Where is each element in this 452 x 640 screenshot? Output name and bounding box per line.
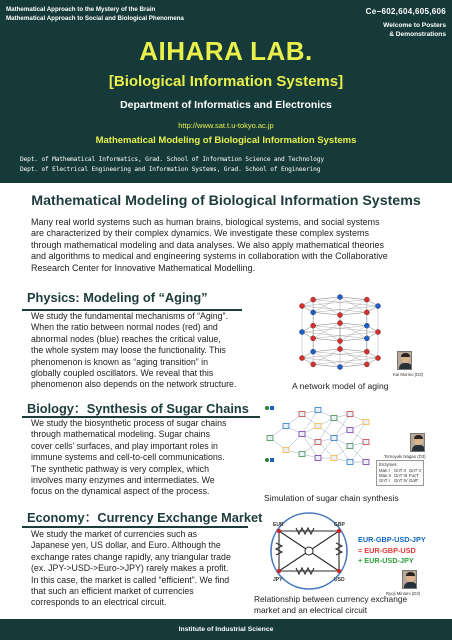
normal-node xyxy=(364,349,369,354)
aging-network-figure xyxy=(290,292,390,376)
enzyme-legend-item: GnT III xyxy=(394,473,408,478)
currency-label: JPY xyxy=(273,577,283,583)
biology-line: We study the biosynthetic process of sugar chains xyxy=(31,418,227,428)
affiliation-line: Dept. of Electrical Engineering and Information Systems, Grad. School of Engineering xyxy=(20,165,321,173)
poster-header xyxy=(0,0,452,183)
glycan-node xyxy=(315,424,321,429)
glycan-node xyxy=(363,440,369,445)
abnormal-node xyxy=(337,294,342,299)
glycan-node xyxy=(283,424,289,429)
biology-title: Biology：Synthesis of Sugar Chains xyxy=(27,401,249,416)
biology-line: involves many enzymes and intermediates. We xyxy=(31,475,215,486)
caption-line: market and an electrical circuit xyxy=(254,604,368,615)
intro-line: through mathematical modeling and data analyses. We also apply mathematical theories xyxy=(31,239,385,250)
glycan-node xyxy=(299,412,305,417)
glycan-node xyxy=(315,440,321,445)
intro-line: are characterized by their complex dynamics. We investigate these complex systems xyxy=(31,228,369,239)
section-divider xyxy=(22,526,248,528)
glycan-node xyxy=(315,456,321,461)
glycan-icon xyxy=(265,406,269,410)
welcome-line: & Demonstrations xyxy=(389,31,446,38)
glycan-icon xyxy=(270,406,274,410)
glycan-node xyxy=(283,448,289,453)
physics-line: phenomenon is known as “aging transition” in xyxy=(31,356,209,367)
biology-line: cover cells’ surfaces, and play important roles in xyxy=(31,440,218,451)
glycan-node xyxy=(331,416,337,421)
normal-node xyxy=(337,346,342,351)
economy-text xyxy=(31,529,263,609)
normal-node xyxy=(311,323,316,328)
glycan-node xyxy=(363,460,369,465)
enzyme-legend-item: GnT IV xyxy=(394,478,408,483)
glycan-node xyxy=(299,452,305,457)
enzyme-legend-item: GnT V xyxy=(409,468,422,473)
economy-line: exchange rates change rapidly, any triangular trade xyxy=(31,551,231,562)
glycan-node xyxy=(331,436,337,441)
abnormal-node xyxy=(311,349,316,354)
physics-text xyxy=(31,311,263,391)
equation-line: EUR-GBP-USD-JPY xyxy=(358,535,426,544)
caption-line: Relationship between currency exchange xyxy=(254,594,408,604)
header-topic: Mathematical Modeling of Biological Information Systems xyxy=(95,135,357,146)
currency-equation xyxy=(358,535,426,567)
member-name: Tomoyuki Nagao (D3) xyxy=(384,454,426,459)
welcome-line: Welcome to Posters xyxy=(383,22,446,29)
equation-line: + EUR-USD-JPY xyxy=(358,556,414,565)
member-photo xyxy=(410,433,425,452)
economy-line: We study the market of currencies such as xyxy=(31,529,198,539)
normal-node xyxy=(311,336,316,341)
enzyme-legend-item: FucT xyxy=(409,473,419,478)
theme-label: Mathematical Approach to the Mystery of the Brain xyxy=(6,6,156,13)
currency-circuit-figure xyxy=(266,509,352,593)
abnormal-node xyxy=(337,364,342,369)
normal-node xyxy=(364,310,369,315)
abnormal-node xyxy=(364,323,369,328)
physics-line: globally coupled oscillators. We reveal that this xyxy=(31,368,214,379)
physics-line: We study the fundamental mechanisms of “Aging”. xyxy=(31,311,228,321)
enzyme-legend-item: Man II xyxy=(379,473,391,478)
enzyme-legend-item: GnT II xyxy=(394,468,406,473)
glycan-node xyxy=(347,412,353,417)
member-name: Ryoji Minami (D3) xyxy=(386,591,421,596)
theme-labels xyxy=(6,5,184,23)
main-heading: Mathematical Modeling of Biological Information Systems xyxy=(31,193,421,209)
economy-title: Economy：Currency Exchange Market xyxy=(27,510,263,525)
biology-line: immune systems and cell-to-cell communications. xyxy=(31,452,225,463)
abnormal-node xyxy=(299,329,304,334)
enzyme-legend-item: GnT I xyxy=(379,478,390,483)
intro-line: Research Center for Innovative Mathematical Modelling. xyxy=(31,262,256,273)
member-photo xyxy=(402,570,417,589)
currency-label: EUR xyxy=(273,522,284,528)
booth-code: Ce−602,604,605,606 xyxy=(365,7,446,16)
abnormal-node xyxy=(364,336,369,341)
economy-line: In this case, the market is called “efficient”. We find xyxy=(31,574,230,585)
glycan-node xyxy=(331,456,337,461)
economy-line: (ex. JPY->USD->Euro->JPY) rarely makes a profit. xyxy=(31,563,229,574)
affiliation-line: Dept. of Mathematical Informatics, Grad. School of Information Science and Technology xyxy=(20,156,324,163)
biology-line: through mathematical modeling. Sugar chains xyxy=(31,429,210,440)
economy-line: Japanese yen, US dollar, and Euro. Although the xyxy=(31,540,221,551)
normal-node xyxy=(375,329,380,334)
currency-label: USD xyxy=(334,577,345,583)
glycan-node xyxy=(315,408,321,413)
normal-node xyxy=(364,297,369,302)
biology-caption: Simulation of sugar chain synthesis xyxy=(264,493,399,503)
physics-line: phenomenon also depends on the network structure. xyxy=(31,379,237,390)
theme-label: Mathematical Approach to Social and Biological Phenomena xyxy=(6,15,184,22)
lab-subtitle: [Biological Information Systems] xyxy=(108,73,344,90)
glycan-node xyxy=(267,436,273,441)
normal-node xyxy=(364,362,369,367)
member-name: Kai Morino (D3) xyxy=(393,372,424,377)
glycan-node xyxy=(347,460,353,465)
normal-node xyxy=(375,355,380,360)
glycan-icon xyxy=(265,458,269,462)
intro-line: and algorithms to medical and engineering systems in collaboration with the Collaborative xyxy=(31,251,388,262)
intro-paragraph xyxy=(31,217,431,274)
physics-line: abnormal nodes (blue) reaches the critical value, xyxy=(31,333,221,344)
biology-line: The synthetic pathway is very complex, which xyxy=(31,463,209,474)
normal-node xyxy=(337,320,342,325)
poster-footer: Institute of Industrial Science xyxy=(0,619,452,640)
glycan-node xyxy=(347,428,353,433)
glycan-node xyxy=(363,420,369,425)
department-name: Department of Informatics and Electronics xyxy=(120,99,332,111)
glycan-node xyxy=(347,444,353,449)
physics-caption: A network model of aging xyxy=(292,381,389,391)
normal-node xyxy=(299,303,304,308)
enzyme-legend-item: Man I xyxy=(379,468,390,473)
booth-info xyxy=(366,5,446,39)
enzyme-legend xyxy=(376,460,424,486)
normal-node xyxy=(337,312,342,317)
enzyme-legend-title: Enzymes xyxy=(379,462,397,467)
normal-node xyxy=(311,297,316,302)
glycan-icon xyxy=(270,458,274,462)
lab-url[interactable]: http://www.sat.t.u-tokyo.ac.jp xyxy=(178,121,274,130)
affiliations xyxy=(20,155,324,174)
lab-title: AIHARA LAB. xyxy=(139,36,313,66)
equation-line: = EUR-GBP-USD xyxy=(358,545,416,555)
glycan-node xyxy=(299,432,305,437)
economy-line: corresponds to an electrical circuit. xyxy=(31,597,167,608)
normal-node xyxy=(299,355,304,360)
biology-line: focus on the dynamical aspect of the process. xyxy=(31,486,210,497)
member-photo xyxy=(397,351,412,370)
physics-line: the whole system may loose the functionality. This xyxy=(31,345,226,356)
physics-title: Physics: Modeling of “Aging” xyxy=(27,290,208,305)
abnormal-node xyxy=(311,310,316,315)
normal-node xyxy=(311,362,316,367)
physics-line: When the ratio between normal nodes (red) and xyxy=(31,322,218,333)
currency-label: GBP xyxy=(334,522,345,528)
economy-line: that such an efficient market of currencies xyxy=(31,586,194,597)
abnormal-node xyxy=(375,303,380,308)
intro-line: Many real world systems such as human brains, biological systems, and social systems xyxy=(31,217,380,227)
enzyme-legend-item: GalT xyxy=(409,478,419,483)
economy-caption xyxy=(254,594,407,615)
normal-node xyxy=(337,338,342,343)
biology-text xyxy=(31,418,263,498)
